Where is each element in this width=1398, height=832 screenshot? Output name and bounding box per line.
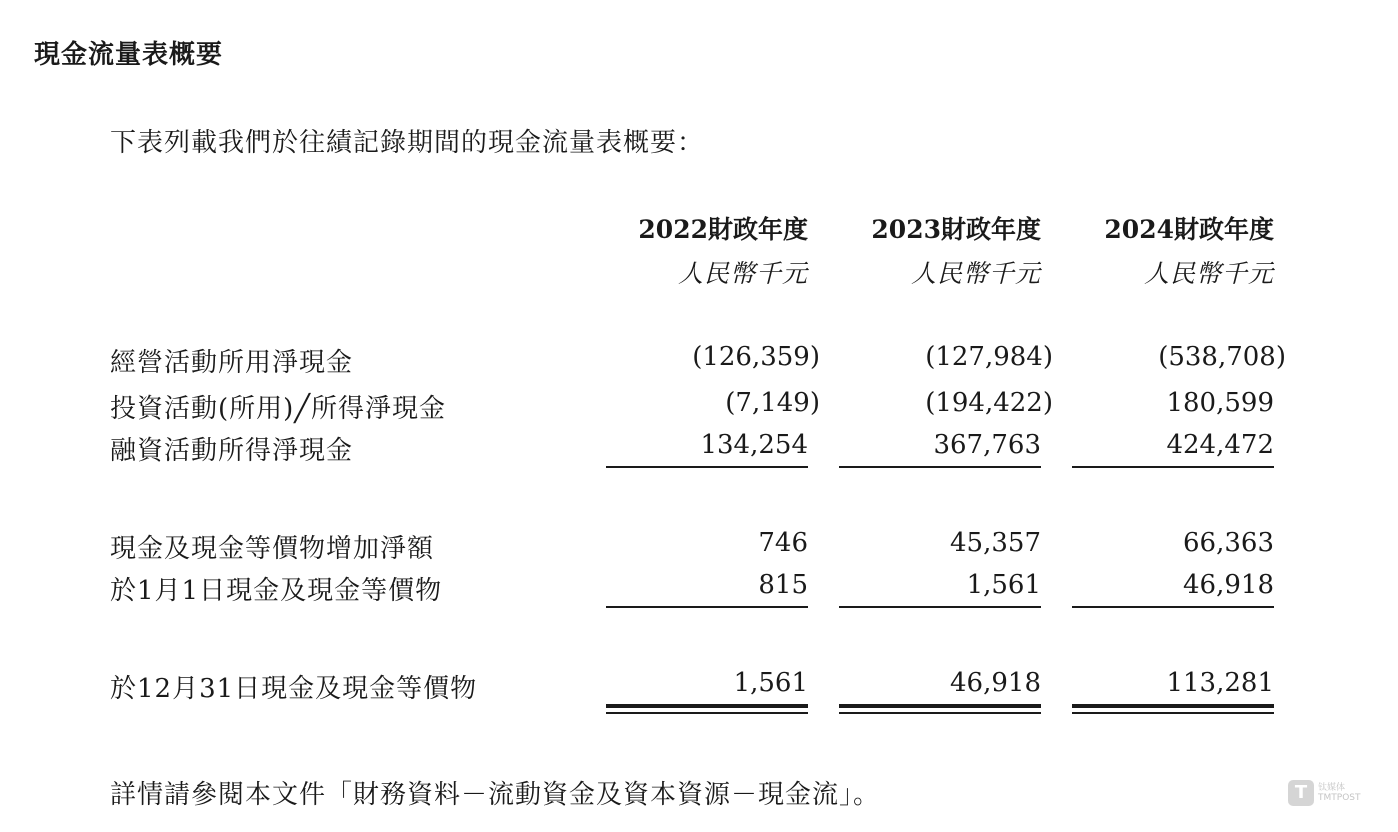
- column-year: 2024財政年度: [1104, 215, 1274, 244]
- section-heading: 現金流量表概要: [34, 40, 224, 70]
- table-cell: 113,281: [1166, 668, 1274, 698]
- column-header-2023: [841, 210, 1041, 290]
- subtotal-rule: [839, 466, 1041, 468]
- column-unit: 人民幣千元: [677, 259, 808, 288]
- table-cell: 367,763: [933, 430, 1041, 460]
- row-label-net-increase: 現金及現金等價物增加淨額: [110, 534, 435, 564]
- total-double-rule-top: [1072, 704, 1274, 708]
- table-cell: 46,918: [950, 668, 1041, 698]
- column-header-2022: [608, 210, 808, 290]
- row-label-financing: 融資活動所得淨現金: [110, 436, 354, 466]
- row-label-dec-31: 於12月31日現金及現金等價物: [110, 674, 478, 704]
- table-cell: 746: [758, 528, 808, 558]
- column-year: 2023財政年度: [871, 215, 1041, 244]
- subtotal-rule: [606, 606, 808, 608]
- tmtpost-logo-icon: T: [1288, 780, 1314, 806]
- row-label-investing: 投資活動(所用)╱所得淨現金: [110, 394, 446, 424]
- table-cell: (194,422): [925, 388, 1053, 418]
- table-cell: (127,984): [925, 342, 1053, 372]
- column-unit: 人民幣千元: [1143, 259, 1274, 288]
- table-cell: (7,149): [725, 388, 820, 418]
- table-cell: 1,561: [966, 570, 1041, 600]
- table-cell: 66,363: [1183, 528, 1274, 558]
- total-double-rule-bottom: [839, 712, 1041, 714]
- table-cell: 424,472: [1166, 430, 1274, 460]
- column-unit: 人民幣千元: [910, 259, 1041, 288]
- row-label-operating: 經營活動所用淨現金: [110, 348, 354, 378]
- total-double-rule-bottom: [1072, 712, 1274, 714]
- total-double-rule-top: [606, 704, 808, 708]
- table-cell: 46,918: [1183, 570, 1274, 600]
- column-header-2024: [1074, 210, 1274, 290]
- subtotal-rule: [1072, 606, 1274, 608]
- row-label-jan-1: 於1月1日現金及現金等價物: [110, 576, 443, 606]
- table-cell: 1,561: [733, 668, 808, 698]
- intro-text: 下表列載我們於往績記錄期間的現金流量表概要：: [110, 128, 705, 158]
- footer-note: 詳情請參閱本文件「財務資料－流動資金及資本資源－現金流」。: [110, 780, 881, 810]
- table-cell: 180,599: [1166, 388, 1274, 418]
- table-cell: (126,359): [692, 342, 820, 372]
- subtotal-rule: [839, 606, 1041, 608]
- column-year: 2022財政年度: [638, 215, 808, 244]
- table-cell: 134,254: [700, 430, 808, 460]
- total-double-rule-bottom: [606, 712, 808, 714]
- watermark-text: [1318, 783, 1360, 803]
- watermark-line1: 钛媒体: [1318, 783, 1346, 793]
- watermark-line2: TMTPOST: [1318, 793, 1361, 803]
- table-cell: (538,708): [1158, 342, 1286, 372]
- table-cell: 45,357: [950, 528, 1041, 558]
- subtotal-rule: [1072, 466, 1274, 468]
- total-double-rule-top: [839, 704, 1041, 708]
- subtotal-rule: [606, 466, 808, 468]
- table-cell: 815: [758, 570, 808, 600]
- watermark-logo: [1288, 780, 1360, 806]
